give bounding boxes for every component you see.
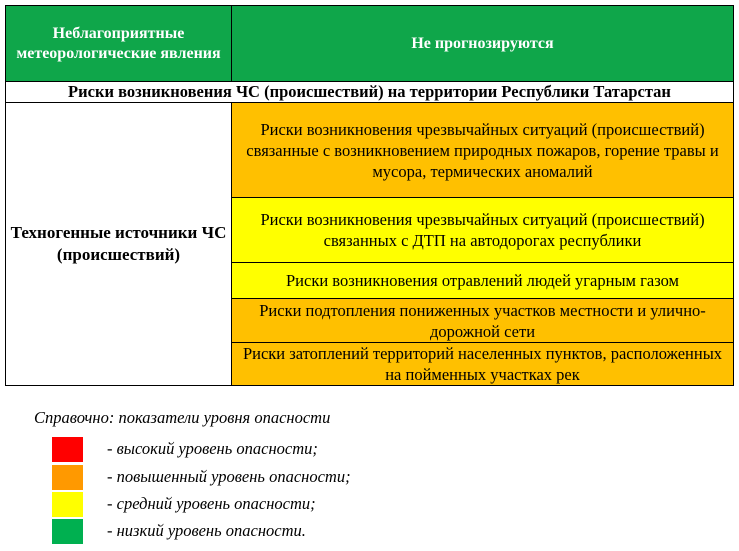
section-title-row (6, 82, 734, 103)
yellow-swatch-icon (52, 492, 83, 517)
risk-cell-flooding-lowlands: Риски подтопления пониженных участков местности и улично-дорожной сети (232, 299, 734, 343)
green-swatch-icon (52, 519, 83, 544)
source-label: Техногенные источники ЧС (происшествий) (6, 103, 232, 386)
table-row (6, 103, 734, 198)
header-phenomena-cell: Неблагоприятные метеорологические явления (6, 6, 232, 82)
risk-cell-carbon-monoxide: Риски возникновения отравлений людей угарным газом (232, 263, 734, 299)
section-title: Риски возникновения ЧС (происшествий) на территории Республики Татарстан (6, 82, 734, 103)
legend-label-high: - высокий уровень опасности; (107, 439, 318, 458)
risk-cell-road-accidents: Риски возникновения чрезвычайных ситуаций (происшествий) связанных с ДТП на автодорогах республики (232, 198, 734, 263)
risk-cell-fires: Риски возникновения чрезвычайных ситуаций (происшествий) связанные с возникновением природных пожаров, горение травы и мусора, термических аномалий (232, 103, 734, 198)
header-forecast-cell: Не прогнозируются (232, 6, 734, 82)
legend-label-medium: - средний уровень опасности; (107, 494, 316, 513)
legend-label-elevated: - повышенный уровень опасности; (107, 467, 351, 486)
orange-swatch-icon (52, 465, 83, 490)
table-header-row (6, 6, 734, 82)
legend-title: Справочно: показатели уровня опасности (34, 408, 331, 427)
legend-label-low: - низкий уровень опасности. (107, 521, 306, 540)
risk-table (5, 5, 734, 386)
red-swatch-icon (52, 437, 83, 462)
risk-cell-floodplain-inundation: Риски затоплений территорий населенных пунктов, расположенных на пойменных участках рек (232, 343, 734, 386)
